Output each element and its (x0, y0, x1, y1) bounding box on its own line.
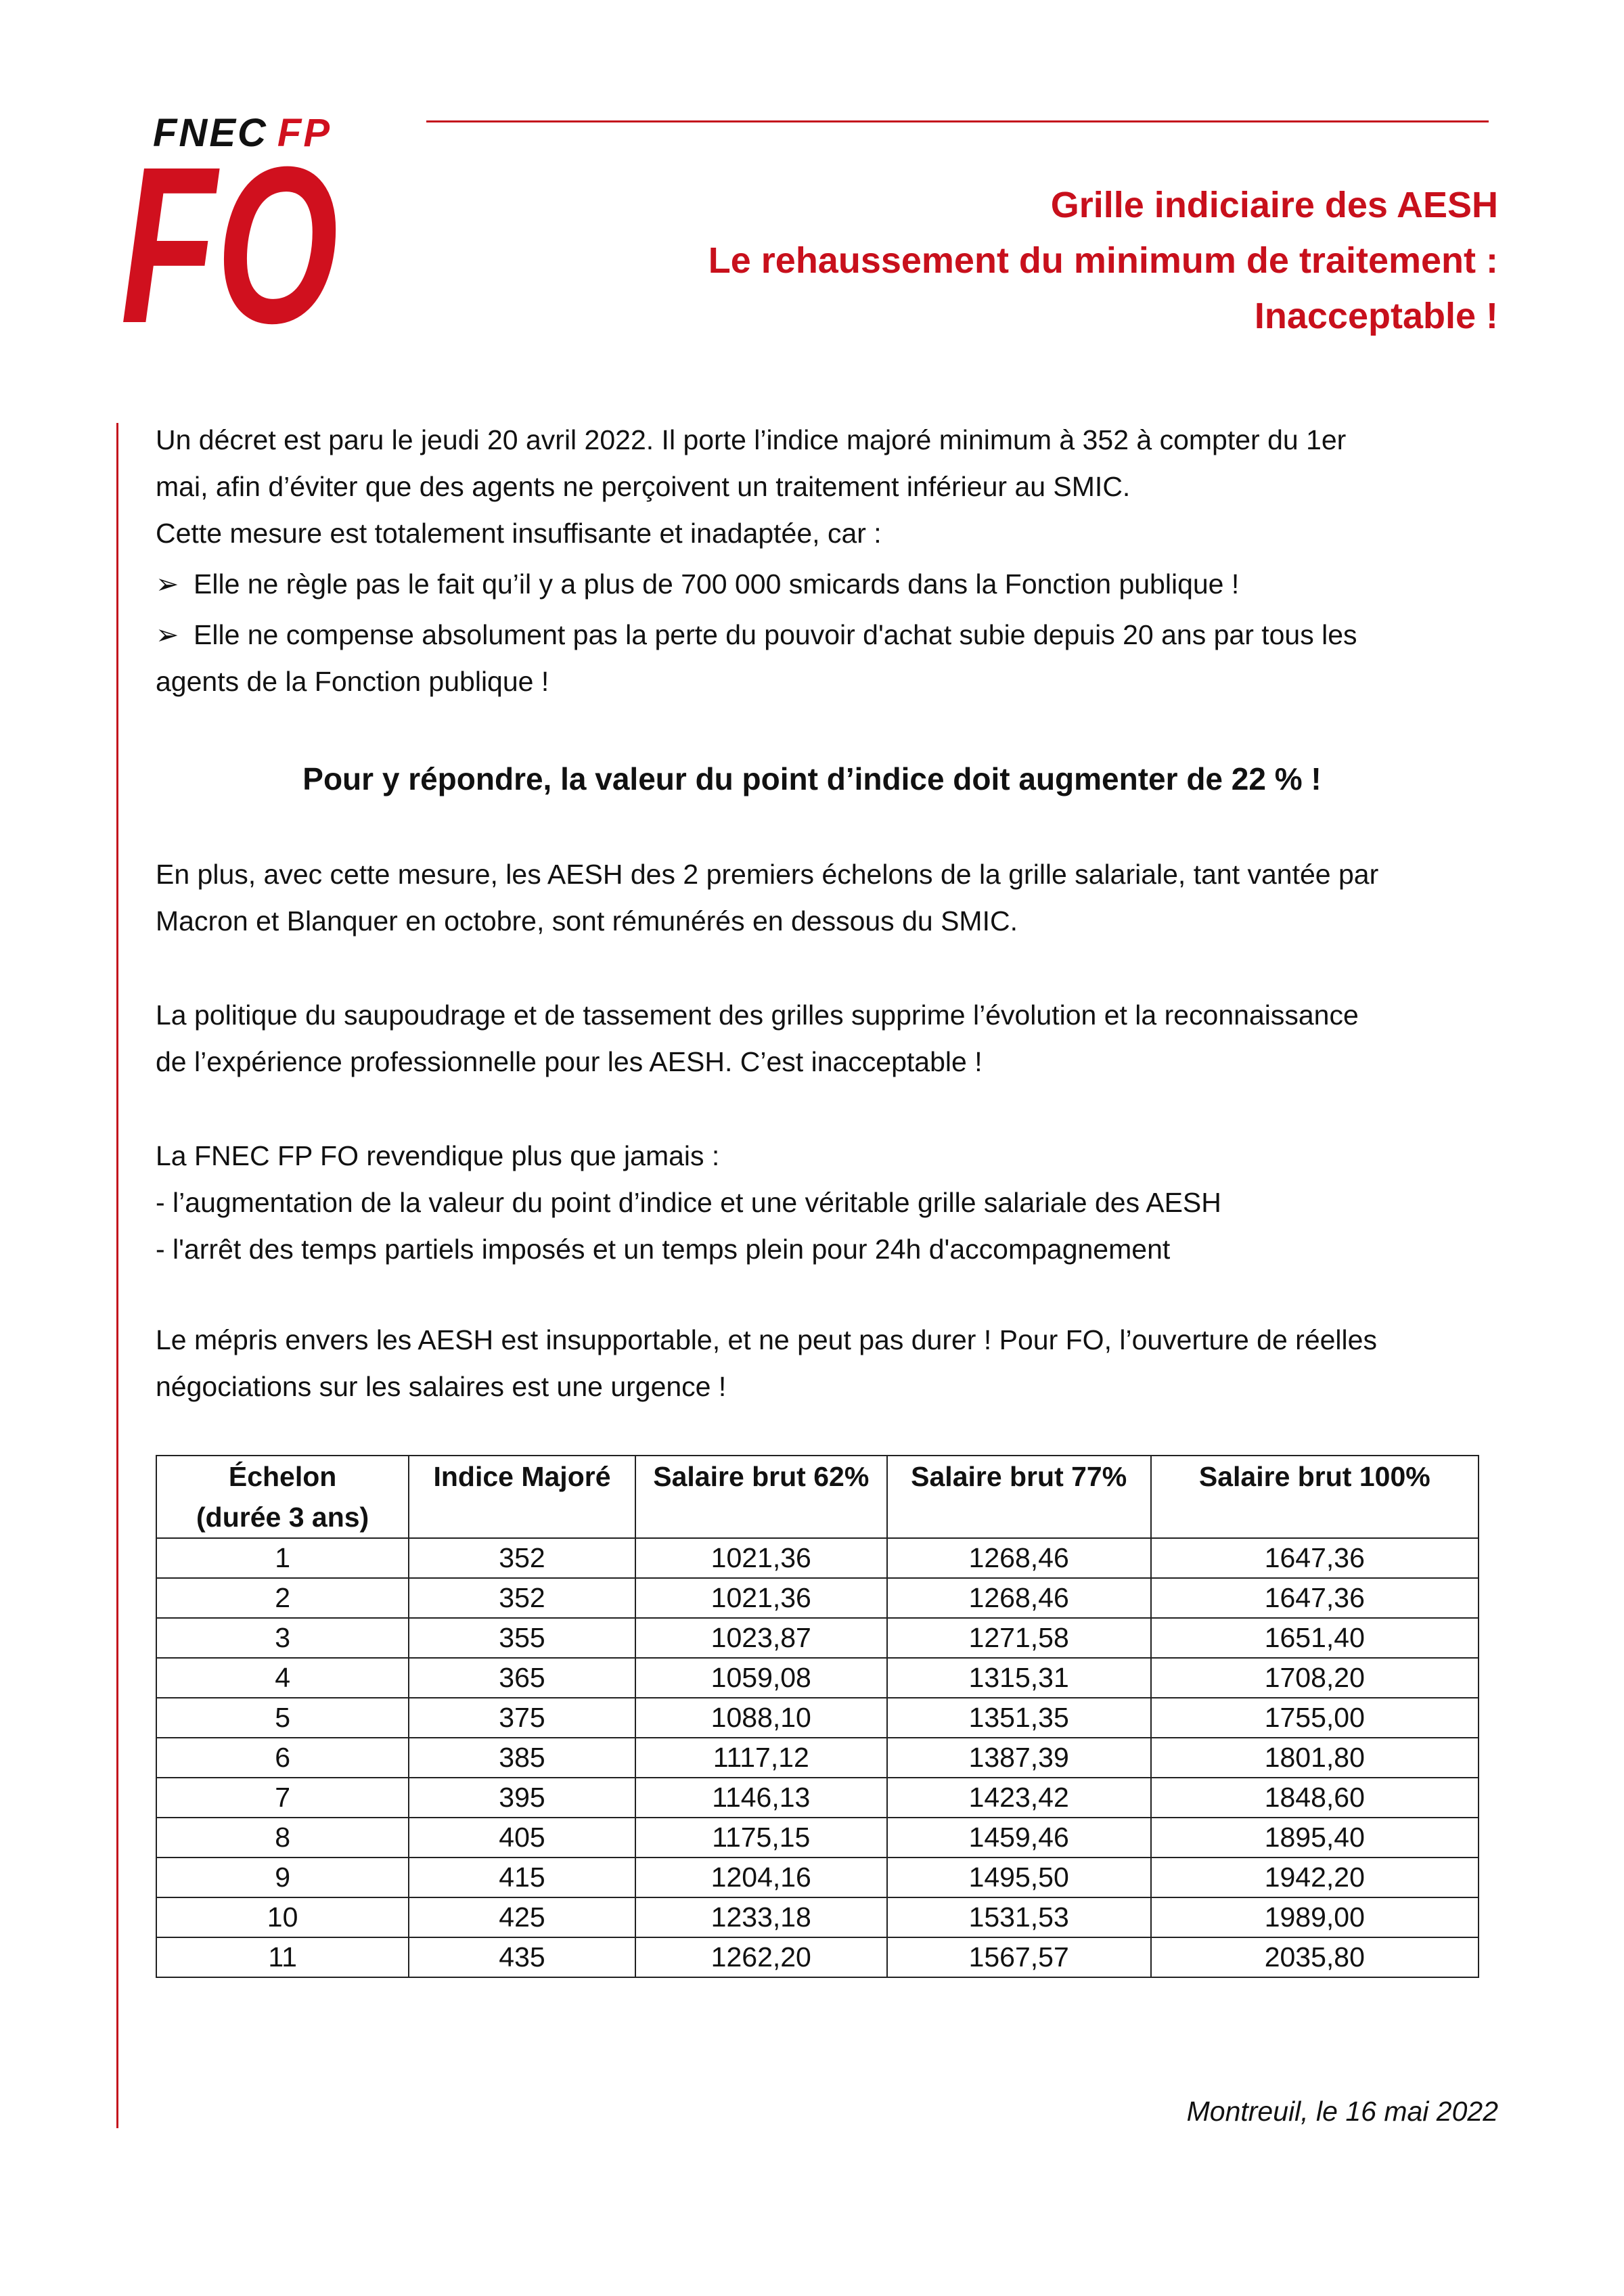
cell-brut-100: 1848,60 (1151, 1778, 1479, 1818)
table-row (156, 1538, 1479, 1578)
bullet-arrow-icon: ➢ (156, 568, 179, 600)
cell-indice: 355 (409, 1618, 635, 1658)
intro-line-3: Cette mesure est totalement insuffisante et inadaptée, car : (156, 518, 882, 549)
cell-indice: 395 (409, 1778, 635, 1818)
revendications-intro: La FNEC FP FO revendique plus que jamais : (156, 1140, 720, 1171)
header-echelon-line-2: (durée 3 ans) (196, 1502, 369, 1533)
cell-brut-77: 1495,50 (887, 1858, 1151, 1897)
key-demand-headline: Pour y répondre, la valeur du point d’indice doit augmenter de 22 % ! (302, 761, 1322, 796)
cell-echelon: 3 (156, 1618, 409, 1658)
paragraph-revendications (156, 1133, 1495, 1273)
cell-brut-62: 1023,87 (635, 1618, 887, 1658)
cell-brut-77: 1271,58 (887, 1618, 1151, 1658)
bullet-arrow-icon: ➢ (156, 619, 179, 650)
logo-fo-word: FO (120, 145, 338, 334)
table-row (156, 1698, 1479, 1738)
table-row (156, 1658, 1479, 1698)
table-row (156, 1858, 1479, 1897)
table-row (156, 1897, 1479, 1937)
table-row (156, 1937, 1479, 1977)
paragraph-echelons (156, 851, 1495, 945)
paragraph-mepris-line-1: Le mépris envers les AESH est insupportable, et ne peut pas durer ! Pour FO, l’ouverture de réelles (156, 1324, 1377, 1355)
table-row (156, 1578, 1479, 1618)
cell-brut-100: 1647,36 (1151, 1538, 1479, 1578)
cell-echelon: 10 (156, 1897, 409, 1937)
bullet-item-1 (156, 561, 1495, 608)
cell-indice: 352 (409, 1578, 635, 1618)
cell-echelon: 2 (156, 1578, 409, 1618)
header-rule (426, 120, 1489, 122)
cell-brut-100: 1755,00 (1151, 1698, 1479, 1738)
cell-echelon: 8 (156, 1818, 409, 1858)
cell-indice: 425 (409, 1897, 635, 1937)
cell-echelon: 4 (156, 1658, 409, 1698)
revendication-item-2: - l'arrêt des temps partiels imposés et un temps plein pour 24h d'accompagnement (156, 1234, 1171, 1265)
margin-rule (116, 423, 118, 2128)
cell-brut-62: 1175,15 (635, 1818, 887, 1858)
bullet-text-2-continued: agents de la Fonction publique ! (156, 666, 549, 697)
paragraph-echelons-line-1: En plus, avec cette mesure, les AESH des 2 premiers échelons de la grille salariale, tant vantée par (156, 859, 1379, 890)
cell-brut-77: 1268,46 (887, 1538, 1151, 1578)
title-line-3: Inacceptable ! (1254, 296, 1498, 336)
title-line-2: Le rehaussement du minimum de traitement : (708, 240, 1498, 281)
cell-brut-77: 1531,53 (887, 1897, 1151, 1937)
header-echelon (156, 1456, 409, 1538)
cell-brut-77: 1351,35 (887, 1698, 1151, 1738)
cell-brut-100: 1942,20 (1151, 1858, 1479, 1897)
cell-brut-77: 1315,31 (887, 1658, 1151, 1698)
cell-brut-100: 1708,20 (1151, 1658, 1479, 1698)
cell-brut-100: 1801,80 (1151, 1738, 1479, 1778)
header-brut-62: Salaire brut 62% (635, 1456, 887, 1538)
header-brut-77: Salaire brut 77% (887, 1456, 1151, 1538)
cell-brut-62: 1021,36 (635, 1538, 887, 1578)
cell-echelon: 5 (156, 1698, 409, 1738)
table-row (156, 1818, 1479, 1858)
title-line-1: Grille indiciaire des AESH (1050, 185, 1498, 225)
cell-brut-62: 1204,16 (635, 1858, 887, 1897)
cell-indice: 352 (409, 1538, 635, 1578)
table-row (156, 1618, 1479, 1658)
paragraph-politique-line-2: de l’expérience professionnelle pour les AESH. C’est inacceptable ! (156, 1046, 983, 1077)
cell-echelon: 1 (156, 1538, 409, 1578)
table-row (156, 1778, 1479, 1818)
cell-brut-77: 1268,46 (887, 1578, 1151, 1618)
cell-brut-100: 1895,40 (1151, 1818, 1479, 1858)
table-row (156, 1738, 1479, 1778)
cell-brut-100: 1651,40 (1151, 1618, 1479, 1658)
header-indice: Indice Majoré (409, 1456, 635, 1538)
table-header-row (156, 1456, 1479, 1538)
cell-brut-62: 1088,10 (635, 1698, 887, 1738)
fo-logo (120, 145, 344, 334)
cell-brut-62: 1021,36 (635, 1578, 887, 1618)
cell-brut-62: 1146,13 (635, 1778, 887, 1818)
bullet-text-1: Elle ne règle pas le fait qu’il y a plus de 700 000 smicards dans la Fonction publique ! (194, 568, 1240, 600)
cell-brut-62: 1233,18 (635, 1897, 887, 1937)
place-and-date: Montreuil, le 16 mai 2022 (1186, 2096, 1498, 2127)
logo-fnec-word: FNEC (153, 111, 268, 155)
cell-indice: 365 (409, 1658, 635, 1698)
intro-line-1: Un décret est paru le jeudi 20 avril 2022. Il porte l’indice majoré minimum à 352 à compter du 1er (156, 424, 1347, 455)
bullet-item-2 (156, 612, 1495, 658)
logo-fp-word: FP (277, 111, 332, 155)
cell-brut-100: 2035,80 (1151, 1937, 1479, 1977)
cell-brut-77: 1387,39 (887, 1738, 1151, 1778)
cell-brut-100: 1647,36 (1151, 1578, 1479, 1618)
paragraph-mepris-line-2: négociations sur les salaires est une urgence ! (156, 1371, 727, 1402)
cell-indice: 375 (409, 1698, 635, 1738)
paragraph-mepris (156, 1317, 1495, 1410)
table-body (156, 1538, 1479, 1977)
bullet-text-2: Elle ne compense absolument pas la perte du pouvoir d'achat subie depuis 20 ans par tous les (194, 619, 1357, 650)
intro-line-2: mai, afin d’éviter que des agents ne perçoivent un traitement inférieur au SMIC. (156, 471, 1131, 502)
cell-indice: 415 (409, 1858, 635, 1897)
cell-echelon: 9 (156, 1858, 409, 1897)
document-title (708, 177, 1498, 344)
revendication-item-1: - l’augmentation de la valeur du point d’indice et une véritable grille salariale des AESH (156, 1187, 1221, 1218)
cell-brut-77: 1459,46 (887, 1818, 1151, 1858)
cell-brut-62: 1117,12 (635, 1738, 887, 1778)
cell-brut-77: 1423,42 (887, 1778, 1151, 1818)
cell-indice: 385 (409, 1738, 635, 1778)
cell-brut-62: 1059,08 (635, 1658, 887, 1698)
cell-echelon: 6 (156, 1738, 409, 1778)
cell-echelon: 7 (156, 1778, 409, 1818)
paragraph-echelons-line-2: Macron et Blanquer en octobre, sont rémunérés en dessous du SMIC. (156, 905, 1018, 937)
cell-echelon: 11 (156, 1937, 409, 1977)
cell-brut-100: 1989,00 (1151, 1897, 1479, 1937)
header-echelon-line-1: Échelon (228, 1461, 337, 1492)
cell-indice: 435 (409, 1937, 635, 1977)
intro-paragraph (156, 417, 1495, 705)
cell-indice: 405 (409, 1818, 635, 1858)
paragraph-politique (156, 992, 1495, 1085)
header-brut-100: Salaire brut 100% (1151, 1456, 1479, 1538)
cell-brut-62: 1262,20 (635, 1937, 887, 1977)
cell-brut-77: 1567,57 (887, 1937, 1151, 1977)
salary-grid-table (156, 1455, 1479, 1978)
paragraph-politique-line-1: La politique du saupoudrage et de tassement des grilles supprime l’évolution et la reconnaissance (156, 999, 1359, 1031)
